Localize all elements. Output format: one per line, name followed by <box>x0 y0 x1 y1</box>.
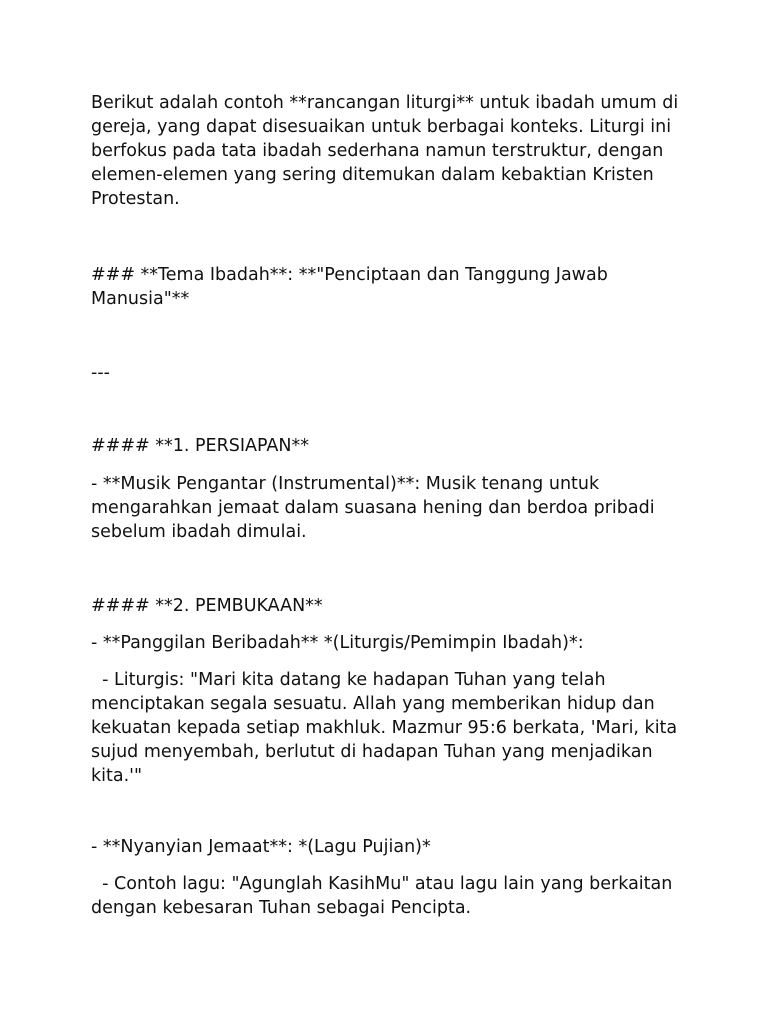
theme-heading: ### **Tema Ibadah**: **"Penciptaan dan Tanggung Jawab Manusia"** <box>91 265 614 309</box>
section-2-item-call-to-worship: - **Panggilan Beribadah** *(Liturgis/Pemimpin Ibadah)*: <box>91 633 584 653</box>
divider-line: --- <box>91 363 110 383</box>
section-1-item-music: - **Musik Pengantar (Instrumental)**: Musik tenang untuk mengarahkan jemaat dalam suasana hening dan berdoa pribadi sebelum ibadah dimulai. <box>91 474 661 542</box>
section-2-heading: #### **2. PEMBUKAAN** <box>91 596 323 616</box>
section-2-item-congregation-song: - **Nyanyian Jemaat**: *(Lagu Pujian)* <box>91 837 431 857</box>
section-2-song-example: - Contoh lagu: "Agunglah KasihMu" atau lagu lain yang berkaitan dengan kebesaran Tuhan sebagai Pencipta. <box>91 874 678 918</box>
section-1-heading: #### **1. PERSIAPAN** <box>91 436 309 456</box>
intro-paragraph: Berikut adalah contoh **rancangan liturgi** untuk ibadah umum di gereja, yang dapat disesuaikan untuk berbagai konteks. Liturgi ini berfokus pada tata ibadah sederhana namun terstruktur, dengan elemen-elemen yang sering ditemukan dalam kebaktian Kristen Protestan. <box>91 93 684 209</box>
section-2-liturgist-text: - Liturgis: "Mari kita datang ke hadapan Tuhan yang telah menciptakan segala sesuatu. Allah yang memberikan hidup dan kekuatan kepada setiap makhluk. Mazmur 95:6 berkata, 'Mari, kita sujud menyembah, berlutut di hadapan Tuhan yang menjadikan kita.'" <box>91 670 683 786</box>
